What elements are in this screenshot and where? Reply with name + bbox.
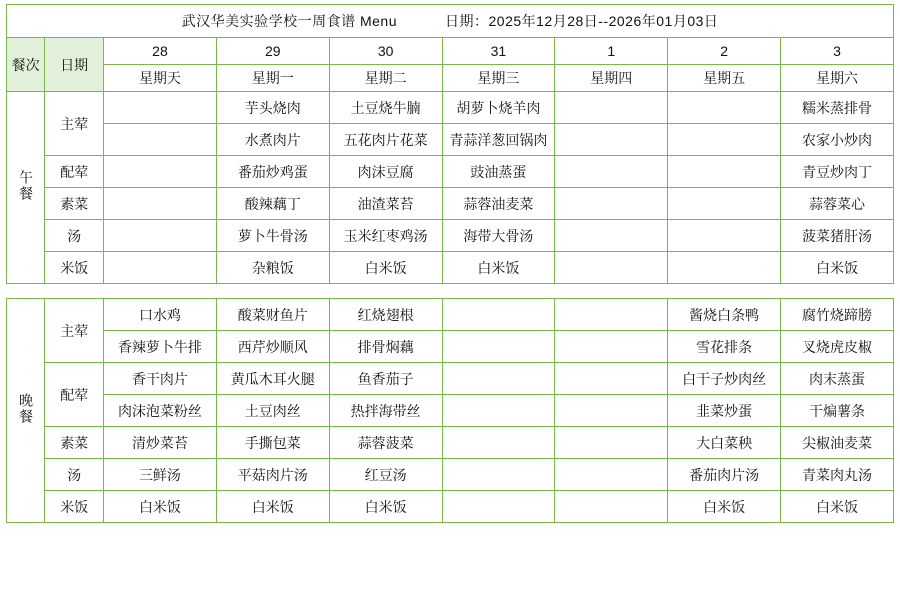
lunch-dish-5-2: 白米饭: [329, 252, 442, 284]
dinner-dish-2-3: [442, 363, 555, 395]
dinner-dish-3-0: 肉沫泡菜粉丝: [104, 395, 217, 427]
lunch-dish-1-4: [555, 124, 668, 156]
section-spacer: [7, 284, 894, 299]
day-number-row: [7, 38, 894, 65]
lunch-dish-5-5: [668, 252, 781, 284]
lunch-dish-3-1: 酸辣藕丁: [216, 188, 329, 220]
lunch-dish-2-0: [104, 156, 217, 188]
dinner-dish-0-3: [442, 299, 555, 331]
lunch-dish-4-2: 玉米红枣鸡汤: [329, 220, 442, 252]
dinner-row-6: [7, 491, 894, 523]
lunch-dish-4-3: 海带大骨汤: [442, 220, 555, 252]
lunch-dish-1-0: [104, 124, 217, 156]
dinner-dish-5-5: 番茄肉片汤: [668, 459, 781, 491]
lunch-dish-3-6: 蒜蓉菜心: [781, 188, 894, 220]
lunch-dish-4-4: [555, 220, 668, 252]
dinner-dish-5-0: 三鲜汤: [104, 459, 217, 491]
dinner-dish-5-6: 青菜肉丸汤: [781, 459, 894, 491]
lunch-row-5: [7, 252, 894, 284]
dinner-dish-5-1: 平菇肉片汤: [216, 459, 329, 491]
dinner-dish-3-6: 干煸薯条: [781, 395, 894, 427]
day-number-0: 28: [104, 38, 217, 65]
dinner-row-1: [7, 331, 894, 363]
day-number-3: 31: [442, 38, 555, 65]
lunch-category-soup: 汤: [45, 220, 104, 252]
dinner-dish-1-5: 雪花排条: [668, 331, 781, 363]
dinner-dish-6-6: 白米饭: [781, 491, 894, 523]
lunch-dish-5-0: [104, 252, 217, 284]
lunch-dish-1-5: [668, 124, 781, 156]
lunch-dish-2-2: 肉沫豆腐: [329, 156, 442, 188]
lunch-dish-3-4: [555, 188, 668, 220]
dinner-dish-5-2: 红豆汤: [329, 459, 442, 491]
lunch-row-4: [7, 220, 894, 252]
dinner-dish-6-4: [555, 491, 668, 523]
dinner-dish-2-2: 鱼香茄子: [329, 363, 442, 395]
lunch-row-3: [7, 188, 894, 220]
dinner-dish-0-0: 口水鸡: [104, 299, 217, 331]
dinner-row-4: [7, 427, 894, 459]
lunch-category-main: 主荤: [45, 92, 104, 156]
dinner-dish-4-6: 尖椒油麦菜: [781, 427, 894, 459]
dinner-row-0: [7, 299, 894, 331]
lunch-dish-0-5: [668, 92, 781, 124]
lunch-dish-4-1: 萝卜牛骨汤: [216, 220, 329, 252]
dinner-dish-2-1: 黄瓜木耳火腿: [216, 363, 329, 395]
lunch-dish-1-6: 农家小炒肉: [781, 124, 894, 156]
weekday-4: 星期四: [555, 65, 668, 92]
weekday-6: 星期六: [781, 65, 894, 92]
lunch-dish-2-3: 豉油蒸蛋: [442, 156, 555, 188]
dinner-dish-3-3: [442, 395, 555, 427]
weekday-5: 星期五: [668, 65, 781, 92]
lunch-dish-5-1: 杂粮饭: [216, 252, 329, 284]
dinner-dish-4-0: 清炒菜苔: [104, 427, 217, 459]
day-number-2: 30: [329, 38, 442, 65]
dinner-dish-0-4: [555, 299, 668, 331]
title-row: [7, 5, 894, 38]
lunch-row-2: [7, 156, 894, 188]
dinner-category-rice: 米饭: [45, 491, 104, 523]
dinner-dish-6-0: 白米饭: [104, 491, 217, 523]
lunch-dish-2-4: [555, 156, 668, 188]
dinner-dish-1-2: 排骨焖藕: [329, 331, 442, 363]
lunch-dish-4-6: 菠菜猪肝汤: [781, 220, 894, 252]
lunch-dish-1-2: 五花肉片花菜: [329, 124, 442, 156]
lunch-dish-0-4: [555, 92, 668, 124]
lunch-dish-5-4: [555, 252, 668, 284]
dinner-dish-0-5: 酱烧白条鸭: [668, 299, 781, 331]
lunch-dish-3-3: 蒜蓉油麦菜: [442, 188, 555, 220]
lunch-category-vegetable: 素菜: [45, 188, 104, 220]
dinner-dish-3-1: 土豆肉丝: [216, 395, 329, 427]
dinner-category-vegetable: 素菜: [45, 427, 104, 459]
dinner-dish-2-0: 香干肉片: [104, 363, 217, 395]
lunch-dish-2-1: 番茄炒鸡蛋: [216, 156, 329, 188]
dinner-dish-2-4: [555, 363, 668, 395]
weekday-3: 星期三: [442, 65, 555, 92]
dinner-row-2: [7, 363, 894, 395]
weekday-row: [7, 65, 894, 92]
dinner-dish-1-6: 叉烧虎皮椒: [781, 331, 894, 363]
lunch-dish-3-5: [668, 188, 781, 220]
dinner-dish-4-3: [442, 427, 555, 459]
lunch-dish-0-3: 胡萝卜烧羊肉: [442, 92, 555, 124]
dinner-dish-6-3: [442, 491, 555, 523]
lunch-dish-4-0: [104, 220, 217, 252]
dinner-dish-1-3: [442, 331, 555, 363]
day-number-1: 29: [216, 38, 329, 65]
dinner-dish-3-4: [555, 395, 668, 427]
lunch-dish-1-3: 青蒜洋葱回锅肉: [442, 124, 555, 156]
date-range: 日期：2025年12月28日--2026年01月03日: [445, 13, 719, 29]
lunch-row-1: [7, 124, 894, 156]
weekday-1: 星期一: [216, 65, 329, 92]
dinner-dish-1-4: [555, 331, 668, 363]
dinner-dish-6-1: 白米饭: [216, 491, 329, 523]
meal-label-dinner: 晚餐: [7, 299, 45, 523]
lunch-dish-0-2: 土豆烧牛腩: [329, 92, 442, 124]
dinner-dish-0-2: 红烧翅根: [329, 299, 442, 331]
lunch-dish-0-0: [104, 92, 217, 124]
dinner-category-main: 主荤: [45, 299, 104, 363]
lunch-dish-2-5: [668, 156, 781, 188]
dinner-dish-0-6: 腐竹烧蹄膀: [781, 299, 894, 331]
date-header-label: 日期: [45, 38, 104, 92]
day-number-4: 1: [555, 38, 668, 65]
dinner-dish-1-0: 香辣萝卜牛排: [104, 331, 217, 363]
lunch-dish-0-1: 芋头烧肉: [216, 92, 329, 124]
meal-label-lunch: 午餐: [7, 92, 45, 284]
lunch-dish-5-3: 白米饭: [442, 252, 555, 284]
title-cell: [7, 5, 894, 38]
weekly-menu-table: [6, 4, 894, 523]
dinner-dish-4-4: [555, 427, 668, 459]
dinner-dish-4-2: 蒜蓉菠菜: [329, 427, 442, 459]
day-number-6: 3: [781, 38, 894, 65]
lunch-dish-4-5: [668, 220, 781, 252]
dinner-dish-5-4: [555, 459, 668, 491]
lunch-dish-3-2: 油渣菜苔: [329, 188, 442, 220]
school-title: 武汉华美实验学校一周食谱 Menu: [181, 13, 397, 29]
dinner-dish-2-6: 肉末蒸蛋: [781, 363, 894, 395]
lunch-row-0: [7, 92, 894, 124]
lunch-category-side-meat: 配荤: [45, 156, 104, 188]
meal-header-label: 餐次: [7, 38, 45, 92]
dinner-dish-3-2: 热拌海带丝: [329, 395, 442, 427]
dinner-dish-5-3: [442, 459, 555, 491]
dinner-dish-6-5: 白米饭: [668, 491, 781, 523]
lunch-dish-0-6: 糯米蒸排骨: [781, 92, 894, 124]
dinner-dish-3-5: 韭菜炒蛋: [668, 395, 781, 427]
dinner-category-soup: 汤: [45, 459, 104, 491]
dinner-dish-0-1: 酸菜财鱼片: [216, 299, 329, 331]
weekday-2: 星期二: [329, 65, 442, 92]
dinner-dish-6-2: 白米饭: [329, 491, 442, 523]
lunch-dish-1-1: 水煮肉片: [216, 124, 329, 156]
dinner-dish-1-1: 西芹炒顺风: [216, 331, 329, 363]
dinner-dish-4-1: 手撕包菜: [216, 427, 329, 459]
lunch-dish-3-0: [104, 188, 217, 220]
menu-body: [7, 5, 894, 523]
lunch-dish-5-6: 白米饭: [781, 252, 894, 284]
dinner-dish-4-5: 大白菜秧: [668, 427, 781, 459]
weekday-0: 星期天: [104, 65, 217, 92]
dinner-row-5: [7, 459, 894, 491]
dinner-row-3: [7, 395, 894, 427]
dinner-dish-2-5: 白干子炒肉丝: [668, 363, 781, 395]
lunch-dish-2-6: 青豆炒肉丁: [781, 156, 894, 188]
lunch-category-rice: 米饭: [45, 252, 104, 284]
day-number-5: 2: [668, 38, 781, 65]
dinner-category-side-meat: 配荤: [45, 363, 104, 427]
